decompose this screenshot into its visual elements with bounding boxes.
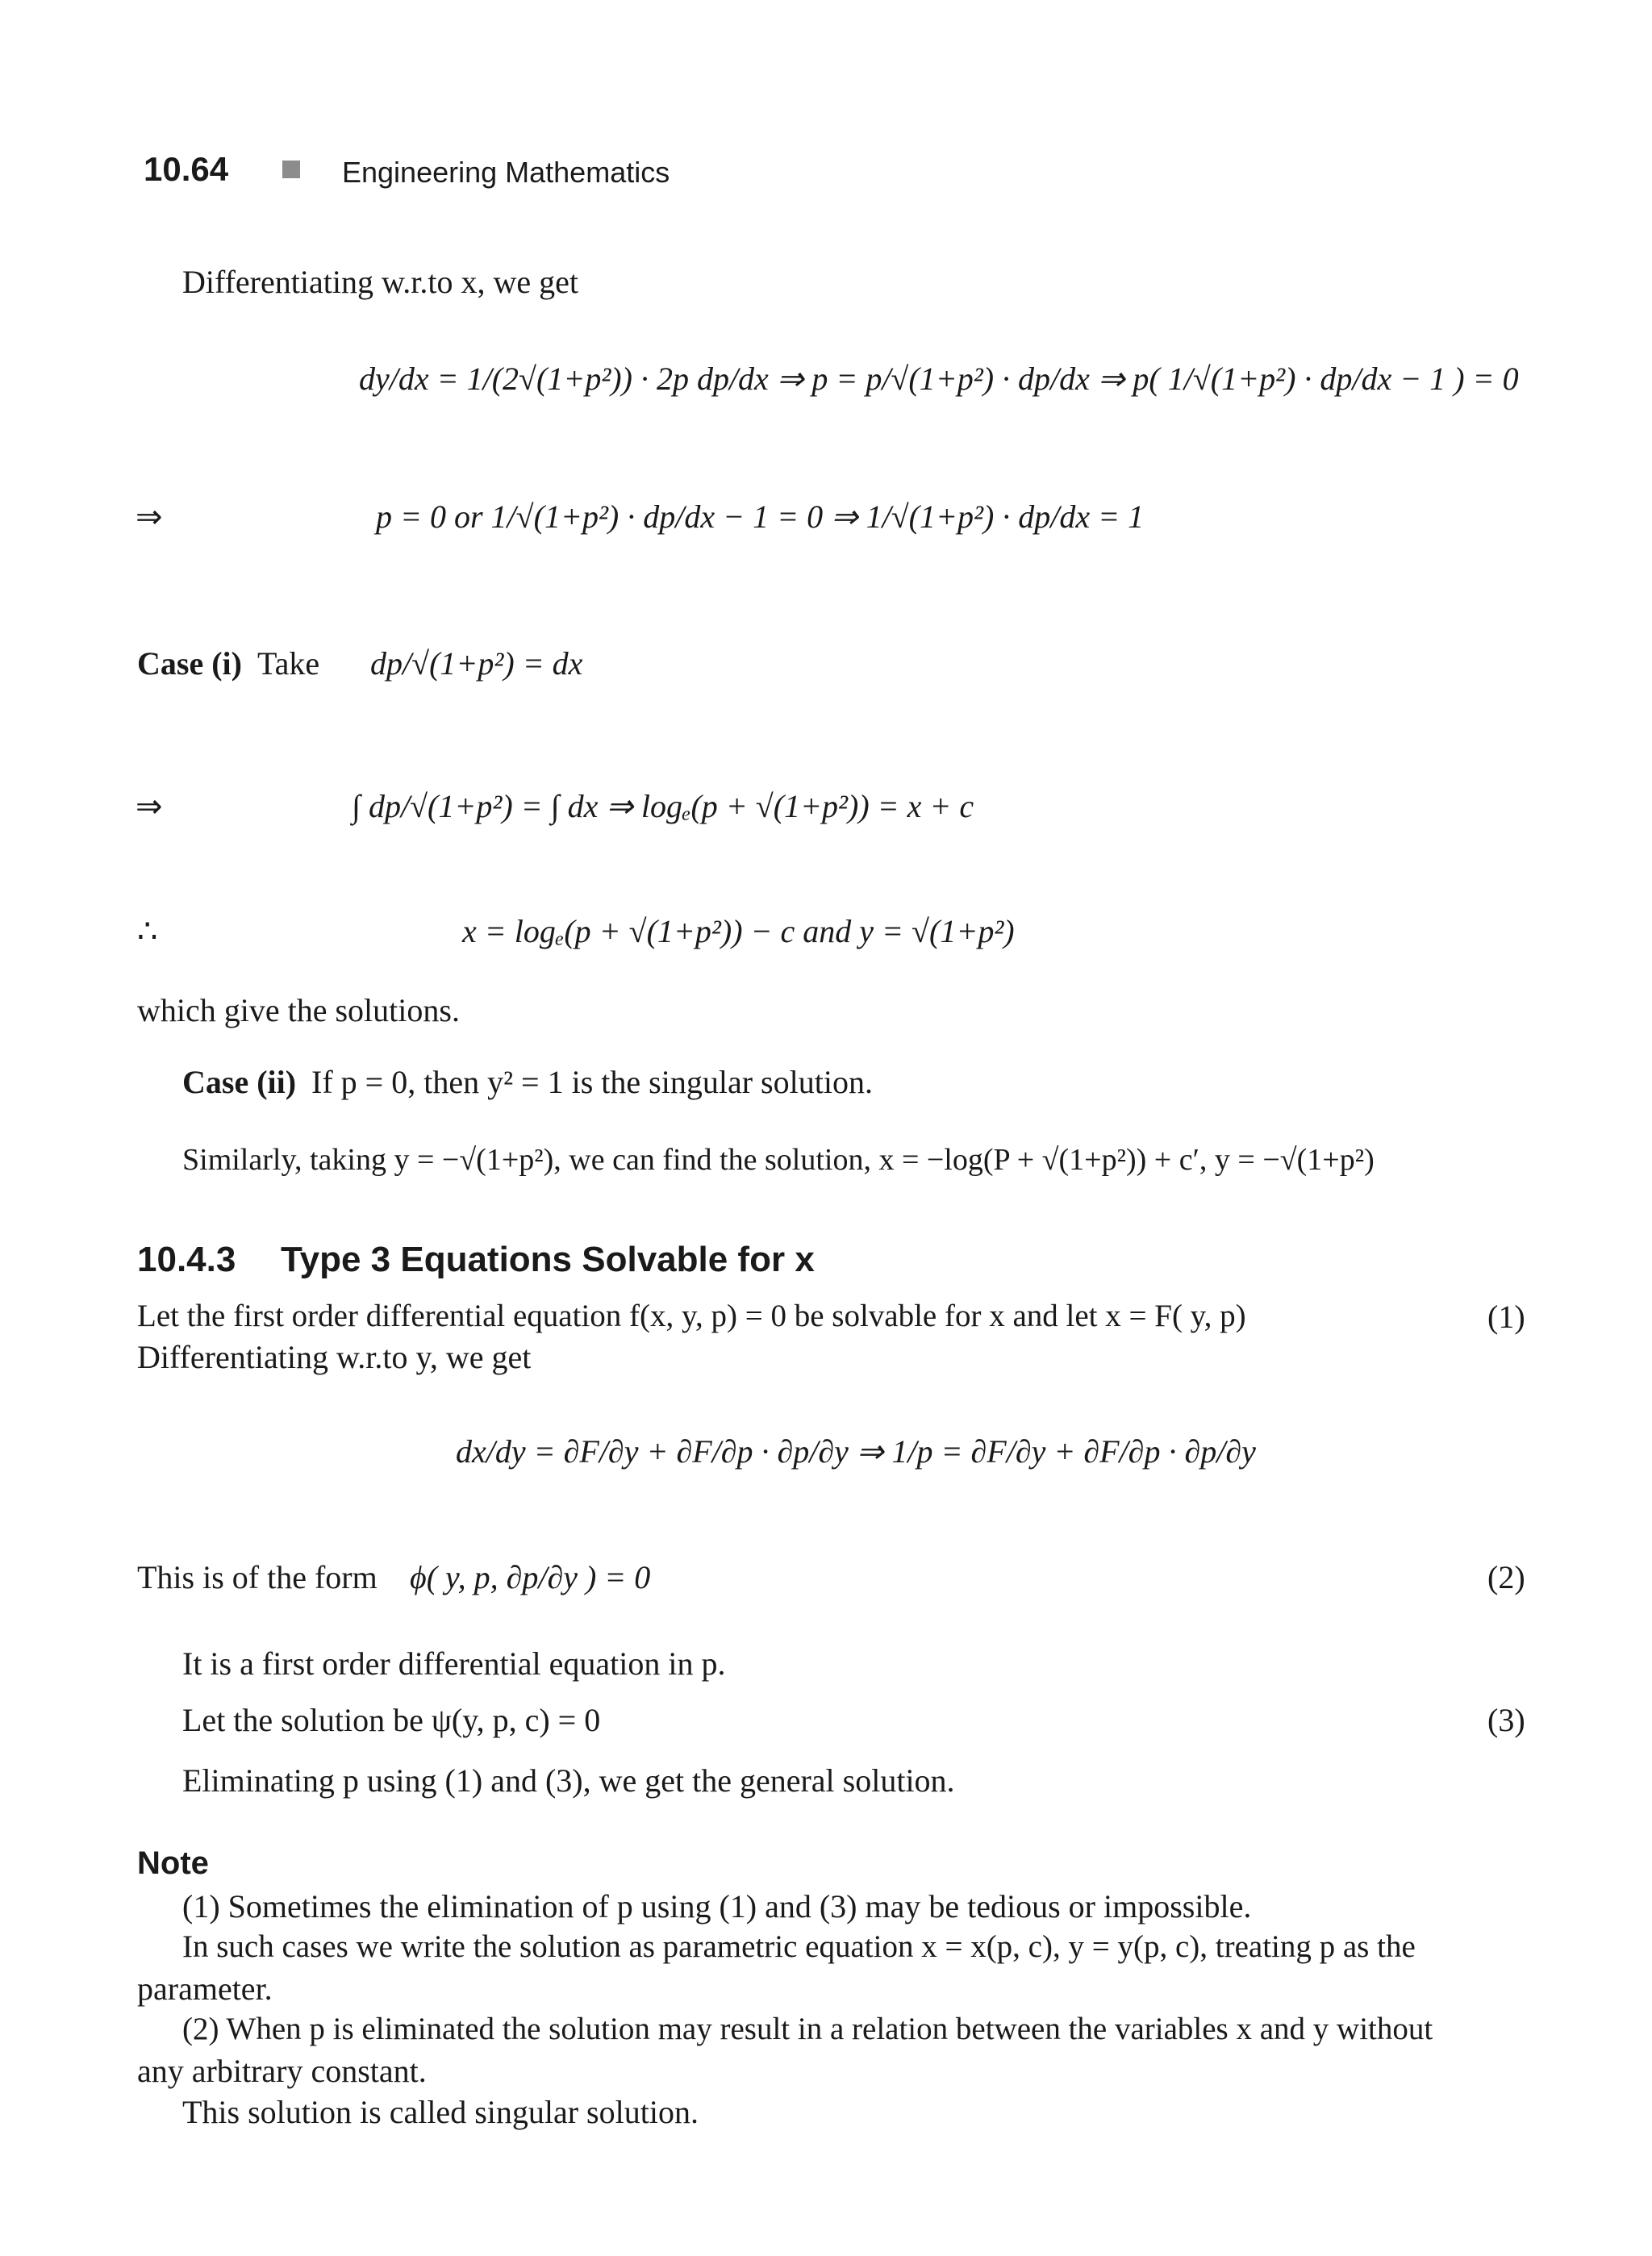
equation-6: dx/dy = ∂F/∂y + ∂F/∂p · ∂p/∂y ⇒ 1/p = ∂F/∂y + ∂F/∂p · ∂p/∂y bbox=[456, 1433, 1256, 1470]
equation-4: ∫ dp/√(1+p²) = ∫ dx ⇒ logₑ(p + √(1+p²)) = x + c bbox=[352, 788, 974, 824]
note-title: Note bbox=[137, 1845, 209, 1881]
section-line-1: Let the first order differential equation f(x, y, p) = 0 be solvable for x and let x = F( y, p) bbox=[137, 1299, 1246, 1333]
header-square-icon bbox=[282, 161, 300, 178]
implies-arrow: ⇒ bbox=[136, 788, 163, 824]
book-title: Engineering Mathematics bbox=[342, 156, 670, 189]
note-paragraph-1b: In such cases we write the solution as parametric equation x = x(p, c), y = y(p, c), treating p as the bbox=[182, 1929, 1416, 1964]
page-number: 10.64 bbox=[144, 150, 229, 188]
solutions-line: which give the solutions. bbox=[137, 992, 460, 1028]
case-1-take: Take bbox=[257, 645, 320, 682]
equation-number-3: (3) bbox=[1487, 1702, 1525, 1738]
let-solution-line: Let the solution be ψ(y, p, c) = 0 bbox=[182, 1702, 601, 1738]
diff-x-intro: Differentiating w.r.to x, we get bbox=[182, 264, 578, 300]
note-paragraph-3: This solution is called singular solution. bbox=[182, 2094, 699, 2130]
form-equation: ϕ( y, p, ∂p/∂y ) = 0 bbox=[410, 1559, 651, 1595]
note-paragraph-1c: parameter. bbox=[137, 1970, 273, 2007]
form-text: This is of the form bbox=[137, 1559, 378, 1595]
equation-5: x = logₑ(p + √(1+p²)) − c and y = √(1+p²) bbox=[462, 913, 1015, 949]
similarly-line: Similarly, taking y = −√(1+p²), we can find the solution, x = −log(P + √(1+p²)) + c′, y = −√(1+p²) bbox=[182, 1143, 1375, 1177]
equation-number-1: (1) bbox=[1487, 1299, 1525, 1335]
equation-number-2: (2) bbox=[1487, 1559, 1525, 1595]
note-paragraph-2a: (2) When p is eliminated the solution may result in a relation between the variables x and y without bbox=[182, 2012, 1433, 2046]
equation-3: dp/√(1+p²) = dx bbox=[370, 645, 583, 682]
equation-1: dy/dx = 1/(2√(1+p²)) · 2p dp/dx ⇒ p = p/√(1+p²) · dp/dx ⇒ p( 1/√(1+p²) · dp/dx − 1 ) = 0 bbox=[359, 361, 1519, 397]
therefore-symbol: ∴ bbox=[137, 913, 158, 949]
case-1-label: Case (i) bbox=[137, 645, 242, 682]
case-2-label: Case (ii) bbox=[182, 1064, 297, 1100]
first-order-line: It is a first order differential equation in p. bbox=[182, 1645, 726, 1682]
case-2-text: If p = 0, then y² = 1 is the singular solution. bbox=[311, 1064, 873, 1100]
eliminating-line: Eliminating p using (1) and (3), we get the general solution. bbox=[182, 1762, 955, 1799]
note-paragraph-2b: any arbitrary constant. bbox=[137, 2053, 427, 2089]
section-title: Type 3 Equations Solvable for x bbox=[281, 1240, 815, 1279]
section-number: 10.4.3 bbox=[137, 1240, 236, 1279]
section-line-2: Differentiating w.r.to y, we get bbox=[137, 1339, 532, 1375]
implies-arrow: ⇒ bbox=[136, 498, 163, 535]
note-paragraph-1a: (1) Sometimes the elimination of p using (1) and (3) may be tedious or impossible. bbox=[182, 1888, 1252, 1924]
equation-2: p = 0 or 1/√(1+p²) · dp/dx − 1 = 0 ⇒ 1/√(1+p²) · dp/dx = 1 bbox=[376, 498, 1145, 535]
